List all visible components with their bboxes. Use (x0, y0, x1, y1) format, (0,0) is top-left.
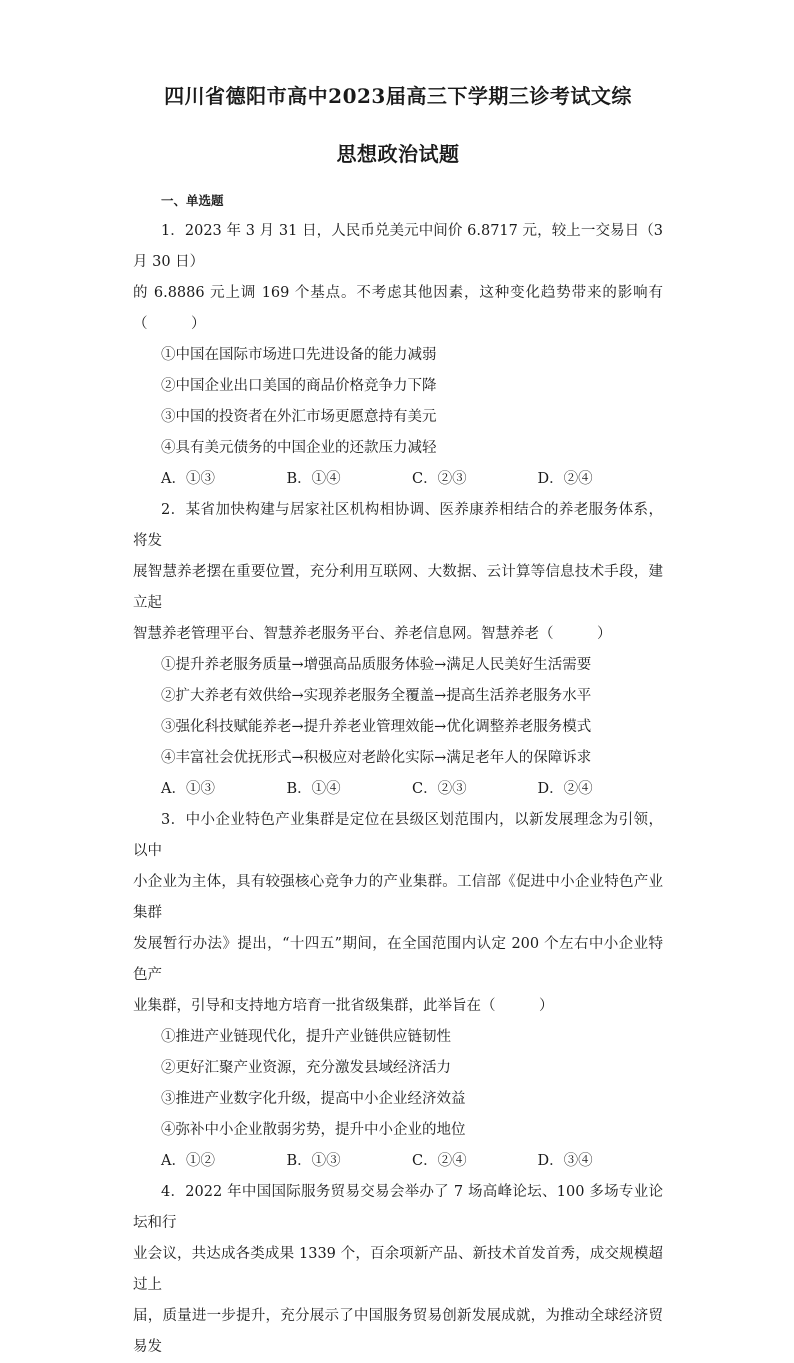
question-2-statement-3: ③强化科技赋能养老→提升养老业管理效能→优化调整养老服务模式 (161, 719, 592, 735)
question-1-choice-b[interactable]: B．①④ (286, 471, 341, 487)
question-3-choice-c[interactable]: C．②④ (412, 1153, 467, 1169)
question-3-choices (161, 1146, 663, 1177)
question-4 (133, 1177, 663, 1363)
question-2-stem-line-3: 智慧养老管理平台、智慧养老服务平台、养老信息网。智慧养老（ ） (133, 626, 612, 642)
question-1-choice-c[interactable]: C．②③ (412, 471, 467, 487)
question-3-choice-a[interactable]: A．①② (161, 1153, 215, 1169)
question-1-choices (161, 464, 663, 495)
question-4-stem-line-3: 届，质量进一步提升，充分展示了中国服务贸易创新发展成就，为推动全球经济贸易发 (133, 1308, 663, 1355)
question-2-choice-a[interactable]: A．①③ (161, 781, 215, 797)
question-3-choice-d[interactable]: D．③④ (537, 1153, 593, 1169)
question-4-stem-line-1: 4．2022 年中国国际服务贸易交易会举办了 7 场高峰论坛、100 多场专业论坛和行 (133, 1184, 663, 1231)
question-3-statement-2: ②更好汇聚产业资源，充分激发县域经济活力 (161, 1060, 451, 1076)
question-2-statement-4: ④丰富社会优抚形式→积极应对老龄化实际→满足老年人的保障诉求 (161, 750, 592, 766)
question-3-statement-3: ③推进产业数字化升级，提高中小企业经济效益 (161, 1091, 466, 1107)
question-3-stem-line-4: 业集群，引导和支持地方培育一批省级集群，此举旨在（ ） (133, 998, 554, 1014)
question-2-choice-d[interactable]: D．②④ (537, 781, 593, 797)
question-3 (133, 805, 663, 1177)
question-3-stem-line-2: 小企业为主体，具有较强核心竞争力的产业集群。工信部《促进中小企业特色产业集群 (133, 874, 663, 921)
question-1-statement-2: ②中国企业出口美国的商品价格竞争力下降 (161, 378, 437, 394)
question-3-stem-line-3: 发展暂行办法》提出，“十四五”期间，在全国范围内认定 200 个左右中小企业特色产 (133, 936, 663, 983)
exam-title-line-1: 四川省德阳市高中2023届高三下学期三诊考试文综 (164, 84, 632, 108)
question-2-choice-c[interactable]: C．②③ (412, 781, 467, 797)
question-1-statement-3: ③中国的投资者在外汇市场更愿意持有美元 (161, 409, 437, 425)
question-2 (133, 495, 663, 805)
section-heading-single-choice: 一、单选题 (161, 193, 224, 208)
question-1-stem-line-2: 的 6.8886 元上调 169 个基点。不考虑其他因素，这种变化趋势带来的影响有（ ） (133, 285, 663, 332)
question-1-choice-d[interactable]: D．②④ (537, 471, 593, 487)
question-1-statement-1: ①中国在国际市场进口先进设备的能力减弱 (161, 347, 437, 363)
question-1-stem-line-1: 1．2023 年 3 月 31 日，人民币兑美元中间价 6.8717 元，较上一交易日（3 月 30 日） (133, 223, 663, 270)
question-3-statement-4: ④弥补中小企业散弱劣势，提升中小企业的地位 (161, 1122, 466, 1138)
exam-title-line-2: 思想政治试题 (336, 142, 460, 166)
question-2-statement-1: ①提升养老服务质量→增强高品质服务体验→满足人民美好生活需要 (161, 657, 592, 673)
question-2-statement-2: ②扩大养老有效供给→实现养老服务全覆盖→提高生活养老服务水平 (161, 688, 592, 704)
question-1-statement-4: ④具有美元债务的中国企业的还款压力减轻 (161, 440, 437, 456)
question-2-choice-b[interactable]: B．①④ (286, 781, 341, 797)
question-1 (133, 216, 663, 495)
question-4-stem-line-2: 业会议，共达成各类成果 1339 个，百余项新产品、新技术首发首秀，成交规模超过上 (133, 1246, 663, 1293)
question-3-choice-b[interactable]: B．①③ (286, 1153, 341, 1169)
question-2-stem-line-1: 2．某省加快构建与居家社区机构相协调、医养康养相结合的养老服务体系，将发 (133, 502, 663, 549)
question-1-choice-a[interactable]: A．①③ (161, 471, 215, 487)
question-3-stem-line-1: 3．中小企业特色产业集群是定位在县级区划范围内，以新发展理念为引领，以中 (133, 812, 663, 859)
question-2-stem-line-2: 展智慧养老摆在重要位置，充分利用互联网、大数据、云计算等信息技术手段，建立起 (133, 564, 663, 611)
question-2-choices (161, 774, 663, 805)
question-3-statement-1: ①推进产业链现代化，提升产业链供应链韧性 (161, 1029, 451, 1045)
